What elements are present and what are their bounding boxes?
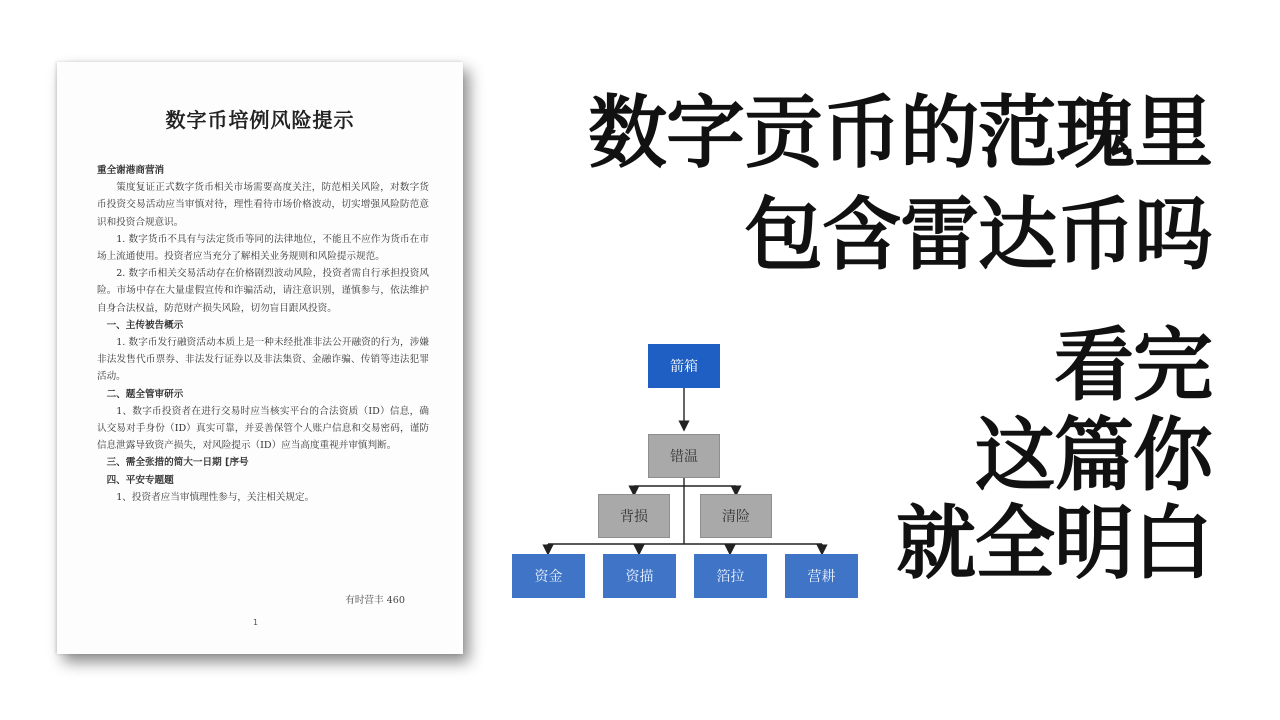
document-paragraph: 2. 数字币相关交易活动存在价格剧烈波动风险，投资者需自行承担投资风险。市场中存在大量虚假宣传和诈骗活动，请注意识别，谨慎参与，依法维护自身合法权益，防范财产损失风险，切勿盲目跟风投资。 [97, 268, 429, 314]
document-page [57, 62, 463, 654]
page-number: 1 [253, 618, 259, 627]
document-body [97, 162, 429, 506]
headline-line-1: 数字贡币的范瑰里 [588, 86, 1212, 179]
headline-line-4: 这篇你 [975, 408, 1212, 502]
headline-line-5: 就全明白 [896, 496, 1212, 590]
org-node-leaf-2: 资描 [603, 554, 676, 598]
document-section-heading: 一、主传被告概示 [106, 319, 184, 331]
document-section-heading: 三、需全张措的简大一日期 [序号 [106, 457, 249, 469]
headline-line-2: 包含雷达币吗 [744, 188, 1212, 281]
document-signature: 有时营丰 460 [345, 595, 405, 606]
org-node-leaf-4: 营耕 [785, 554, 858, 598]
document-paragraph: 1. 数字币发行融资活动本质上是一种未经批准非法公开融资的行为，涉嫌非法发售代币票券、非法发行证券以及非法集资、金融诈骗、传销等违法犯罪活动。 [97, 337, 429, 383]
org-node-top: 箭箱 [648, 344, 720, 388]
document-section-heading: 二、题全管审研示 [106, 388, 184, 400]
org-node-leaf-3: 箔拉 [694, 554, 767, 598]
document-heading: 重全谢港商营消 [97, 165, 165, 176]
headline-line-3: 看完 [1054, 318, 1212, 412]
document-section-heading: 四、平安专题题 [106, 474, 174, 486]
org-node-right-branch: 清险 [700, 494, 772, 538]
document-paragraph: 1、投资者应当审慎理性参与，关注相关规定。 [116, 491, 315, 503]
org-node-leaf-1: 资金 [512, 554, 585, 598]
org-node-left-branch: 背损 [598, 494, 670, 538]
document-title: 数字币培例风险提示 [165, 108, 355, 132]
document-paragraph: 策度复证正式数字货币相关市场需要高度关注，防范相关风险，对数字货币投资交易活动应当审慎对待，理性看待市场价格波动，切实增强风险防范意识和投资合规意识。 [97, 182, 429, 228]
document-paragraph: 1. 数字货币不具有与法定货币等同的法律地位，不能且不应作为货币在市场上流通使用。投资者应当充分了解相关业务规则和风险提示规范。 [97, 233, 429, 263]
org-node-middle: 错温 [648, 434, 720, 478]
document-paragraph: 1、数字币投资者在进行交易时应当核实平台的合法资质（ID）信息，确认交易对手身份（ID）真实可靠，并妥善保管个人账户信息和交易密码，谨防信息泄露导致资产损失，对风险提示（ID）应当高度重视并审慎判断。 [97, 405, 429, 452]
